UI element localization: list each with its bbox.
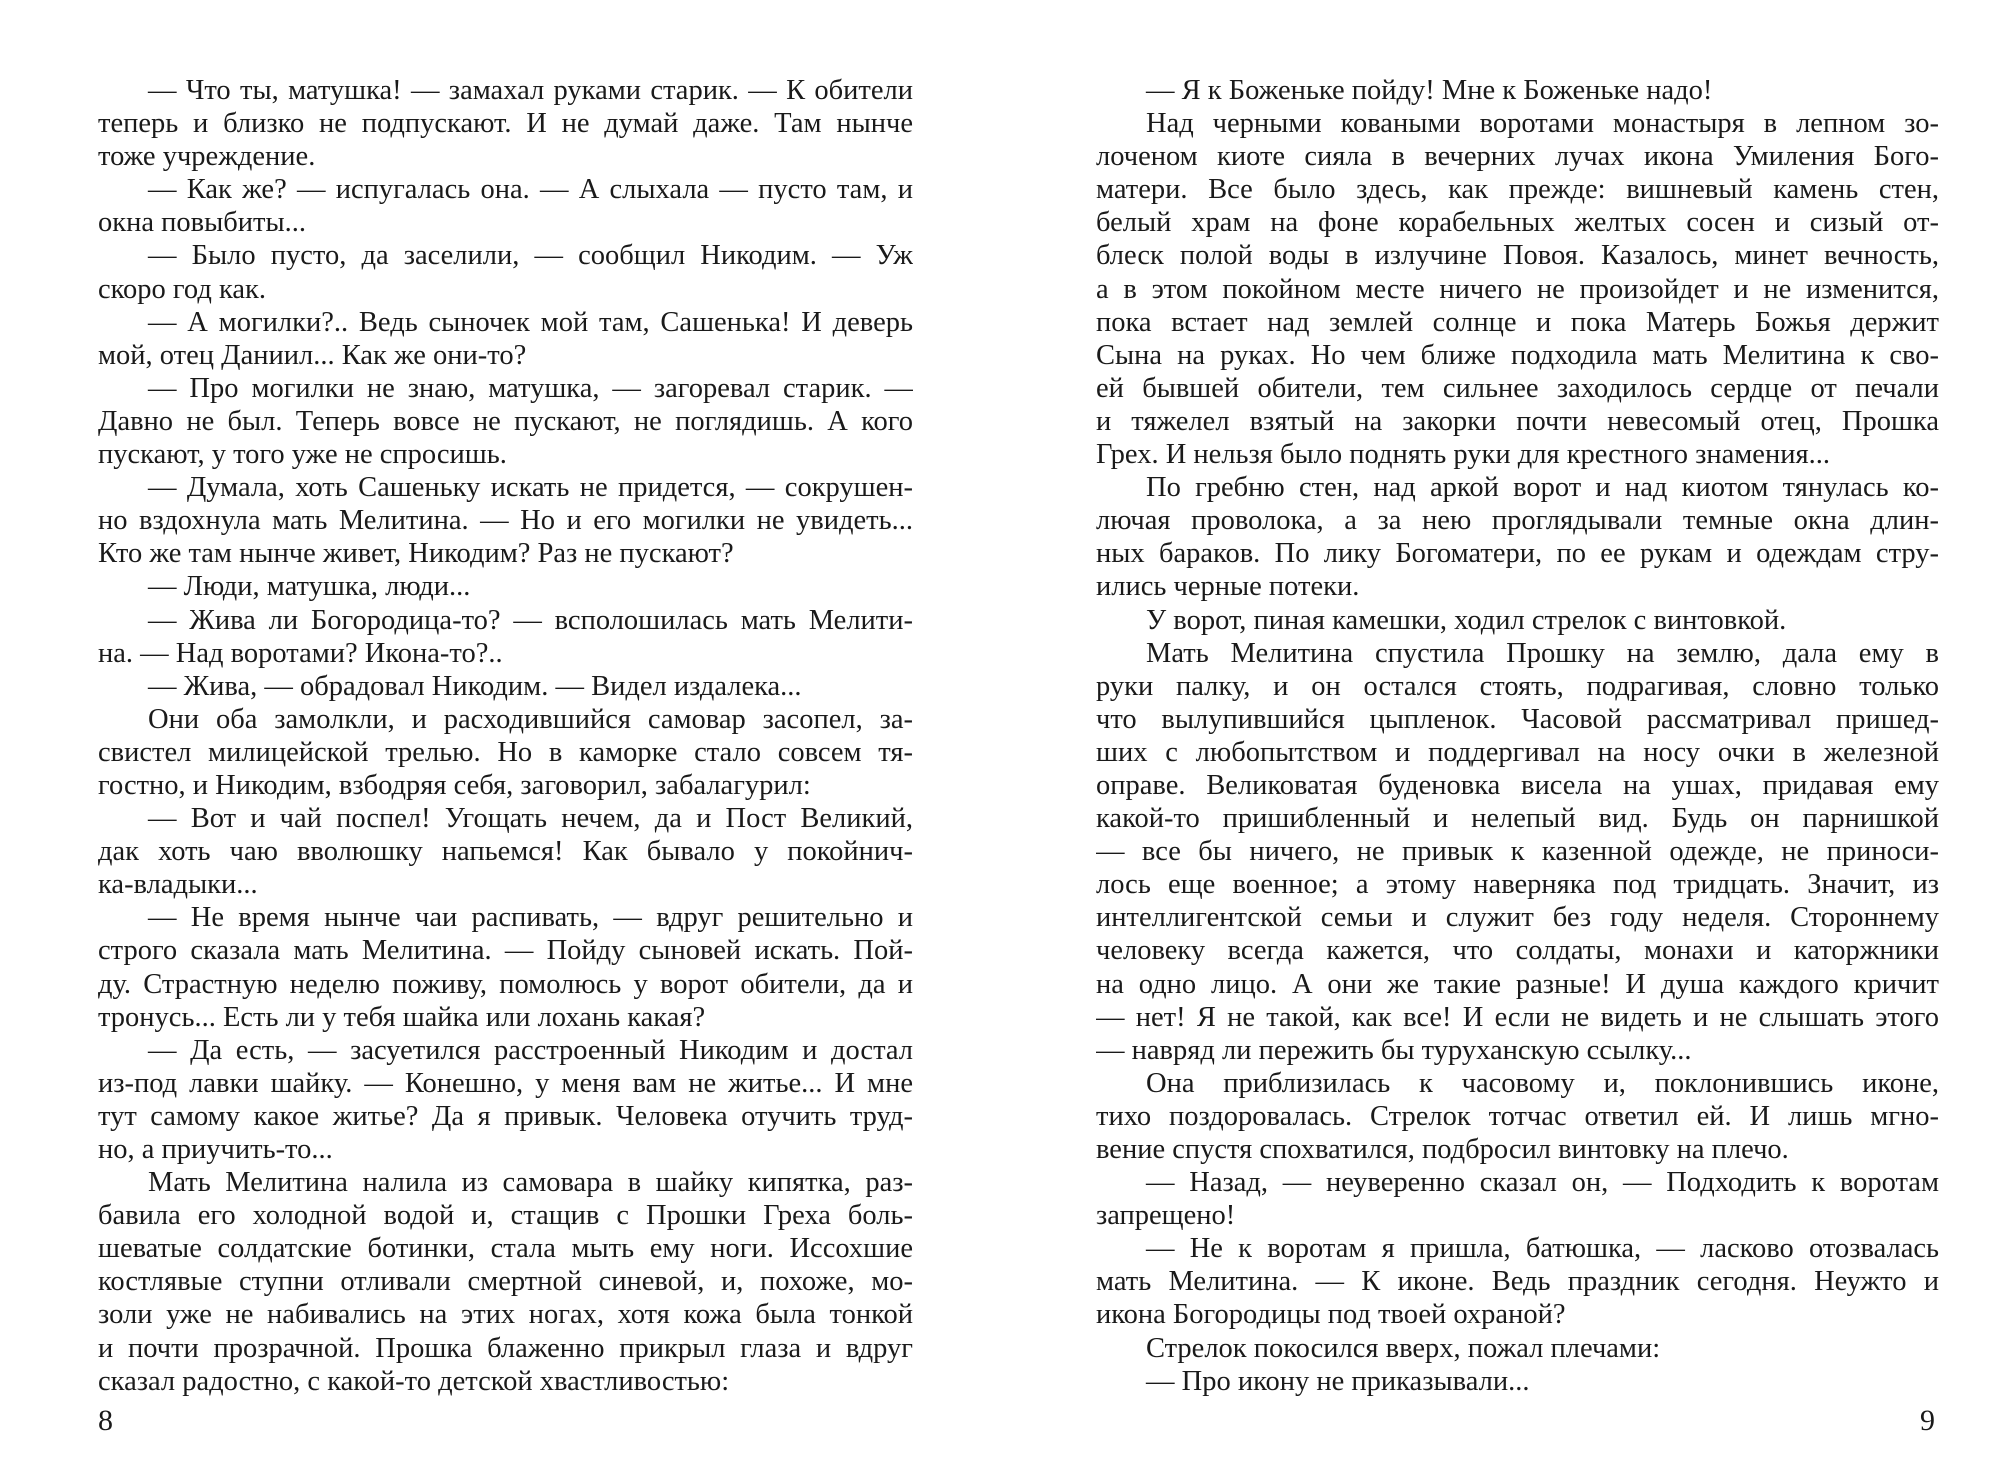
- right-page-text: [1096, 74, 1939, 1398]
- text-line: вение спустя спохватился, подбросил винтовку на плечо.: [1096, 1134, 1789, 1165]
- text-line: — навряд ли пережить бы туруханскую ссылку...: [1096, 1034, 1692, 1066]
- text-line: сказал радостно, с какой-то детской хвастливостью:: [98, 1365, 730, 1397]
- text-line: — Думала, хоть Сашеньку искать не придется, — сокрушен-: [148, 472, 913, 504]
- text-line: шеватые солдатские ботинки, стала мыть ему ноги. Иссохшие: [98, 1233, 913, 1265]
- right-page-number: 9: [1920, 1404, 1935, 1437]
- text-line: руки палку, и он остался стоять, подрагивая, словно только: [1096, 670, 1939, 702]
- text-line: матери. Все было здесь, как прежде: вишневый камень стен,: [1096, 174, 1939, 206]
- text-line: Мать Мелитина налила из самовара в шайку кипятка, раз-: [148, 1167, 913, 1199]
- text-line: По гребню стен, над аркой ворот и над киотом тянулась ко-: [1146, 472, 1939, 504]
- text-line: и тяжелел взятый на закорки почти невесомый отец, Прошка: [1096, 405, 1939, 437]
- text-line: Мать Мелитина спустила Прошку на землю, дала ему в: [1146, 637, 1939, 669]
- text-line: строго сказала мать Мелитина. — Пойду сыновей искать. Пой-: [98, 935, 913, 967]
- text-line: гостно, и Никодим, взбодряя себя, заговорил, забалагурил:: [98, 769, 811, 801]
- text-line: — Да есть, — засуетился расстроенный Никодим и достал: [148, 1034, 913, 1066]
- text-line: лоченом киоте сияла в вечерних лучах икона Умиления Бого-: [1096, 141, 1939, 173]
- text-line: белый храм на фоне корабельных желтых сосен и сизый от-: [1096, 207, 1939, 239]
- text-line: дак хоть чаю вволюшку напьемся! Как бывало у покойнич-: [98, 836, 913, 868]
- text-line: — все бы ничего, не привык к казенной одежде, не приноси-: [1096, 836, 1939, 868]
- text-line: ились черные потеки.: [1096, 571, 1360, 603]
- text-line: блеск полой воды в излучине Повоя. Казалось, минет вечность,: [1096, 240, 1939, 272]
- text-line: лючая проволока, а за нею проглядывали темные окна длин-: [1096, 505, 1939, 537]
- text-line: и почти прозрачной. Прошка блаженно прикрыл глаза и вдруг: [98, 1332, 913, 1364]
- text-line: тут самому какое житье? Да я привык. Человека отучить труд-: [98, 1100, 913, 1132]
- text-line: из-под лавки шайку. — Конешно, у меня вам не житье... И мне: [98, 1067, 913, 1099]
- text-line: тронусь... Есть ли у тебя шайка или лохань какая?: [98, 1001, 706, 1033]
- left-page-number: 8: [98, 1404, 113, 1437]
- text-line: а в этом покойном месте ничего не произойдет и не изменится,: [1096, 273, 1939, 305]
- text-line: икона Богородицы под твоей охраной?: [1096, 1299, 1566, 1331]
- text-line: Давно не был. Теперь вовсе не пускают, не поглядишь. А кого: [98, 405, 913, 437]
- text-line: костлявые ступни отливали смертной синевой, и, похоже, мо-: [98, 1266, 913, 1298]
- text-line: оправе. Великоватая буденовка висела на ушах, придавая ему: [1096, 769, 1939, 801]
- text-line: — Не время нынче чаи распивать, — вдруг решительно и: [148, 902, 913, 934]
- text-line: золи уже не набивались на этих ногах, хотя кожа была тонкой: [98, 1299, 913, 1331]
- text-line: — Жива ли Богородица-то? — всполошилась мать Мелити-: [148, 604, 913, 636]
- text-line: Над черными коваными воротами монастыря в лепном зо-: [1146, 108, 1939, 140]
- text-line: Сына на руках. Но чем ближе подходила мать Мелитина к сво-: [1096, 339, 1939, 371]
- text-line: Стрелок покосился вверх, пожал плечами:: [1146, 1332, 1661, 1364]
- text-line: на. — Над воротами? Икона-то?..: [98, 637, 503, 669]
- text-line: — Люди, матушка, люди...: [148, 571, 471, 603]
- text-line: ных бараков. По лику Богоматери, по ее рукам и одеждам стру-: [1096, 538, 1939, 570]
- text-line: — Вот и чай поспел! Угощать нечем, да и Пост Великий,: [148, 803, 913, 835]
- text-line: — Как же? — испугалась она. — А слыхала — пусто там, и: [148, 174, 913, 206]
- left-page-text: [98, 74, 913, 1398]
- text-line: человеку всегда кажется, что солдаты, монахи и каторжники: [1096, 935, 1939, 967]
- text-line: тихо поздоровалась. Стрелок тотчас ответил ей. И лишь мгно-: [1096, 1100, 1939, 1132]
- text-line: — Я к Боженьке пойду! Мне к Боженьке надо!: [1146, 75, 1713, 106]
- text-line: — нет! Я не такой, как все! И если не видеть и не слышать этого: [1096, 1001, 1939, 1033]
- text-line: бавила его холодной водой и, стащив с Прошки Греха боль-: [98, 1200, 913, 1232]
- text-line: интеллигентской семьи и служит без году неделя. Стороннему: [1096, 902, 1939, 934]
- text-line: — Что ты, матушка! — замахал руками старик. — К обители: [148, 75, 913, 106]
- text-line: Кто же там нынче живет, Никодим? Раз не пускают?: [98, 538, 734, 570]
- text-line: ших с любопытством и поддергивал на носу очки в железной: [1096, 736, 1939, 768]
- text-line: тоже учреждение.: [98, 141, 316, 173]
- text-line: ду. Страстную неделю поживу, помолюсь у ворот обители, да и: [98, 968, 913, 1000]
- text-line: скоро год как.: [98, 273, 266, 305]
- text-line: какой-то пришибленный и нелепый вид. Будь он парнишкой: [1096, 803, 1939, 835]
- text-line: но, а приучить-то...: [98, 1134, 333, 1165]
- text-line: лось еще военное; а этому наверняка под тридцать. Значит, из: [1096, 869, 1939, 901]
- text-line: — А могилки?.. Ведь сыночек мой там, Сашенька! И деверь: [148, 306, 913, 338]
- text-line: на одно лицо. А они же такие разные! И душа каждого кричит: [1096, 968, 1939, 1000]
- text-line: пускают, у того уже не спросишь.: [98, 439, 507, 471]
- text-line: Она приблизилась к часовому и, поклонившись иконе,: [1146, 1067, 1939, 1099]
- text-line: пока встает над землей солнце и пока Матерь Божья держит: [1096, 306, 1939, 338]
- text-line: — Про могилки не знаю, матушка, — загоревал старик. —: [148, 372, 913, 404]
- text-line: ка-владыки...: [98, 869, 258, 901]
- text-line: — Жива, — обрадовал Никодим. — Видел издалека...: [148, 670, 802, 702]
- text-line: окна повыбиты...: [98, 207, 306, 239]
- text-line: но вздохнула мать Мелитина. — Но и его могилки не увидеть...: [98, 505, 913, 537]
- text-line: ей бывшей обители, тем сильнее заходилось сердце от печали: [1096, 372, 1939, 404]
- text-line: — Было пусто, да заселили, — сообщил Никодим. — Уж: [148, 240, 913, 272]
- right-page: [1000, 0, 2000, 1466]
- text-line: Грех. И нельзя было поднять руки для крестного знамения...: [1096, 439, 1830, 471]
- text-line: Они оба замолкли, и расходившийся самовар засопел, за-: [148, 703, 913, 735]
- text-line: что вылупившийся цыпленок. Часовой рассматривал пришед-: [1096, 703, 1939, 735]
- text-line: мать Мелитина. — К иконе. Ведь праздник сегодня. Неужто и: [1096, 1266, 1939, 1298]
- text-line: мой, отец Даниил... Как же они-то?: [98, 339, 527, 371]
- text-line: теперь и близко не подпускают. И не думай даже. Там нынче: [98, 108, 913, 140]
- text-line: — Не к воротам я пришла, батюшка, — ласково отозвалась: [1146, 1233, 1939, 1265]
- text-line: — Назад, — неуверенно сказал он, — Подходить к воротам: [1146, 1167, 1939, 1199]
- text-line: свистел милицейской трелью. Но в каморке стало совсем тя-: [98, 736, 913, 768]
- text-line: — Про икону не приказывали...: [1146, 1365, 1530, 1397]
- text-line: запрещено!: [1096, 1200, 1236, 1232]
- text-line: У ворот, пиная камешки, ходил стрелок с винтовкой.: [1146, 604, 1787, 636]
